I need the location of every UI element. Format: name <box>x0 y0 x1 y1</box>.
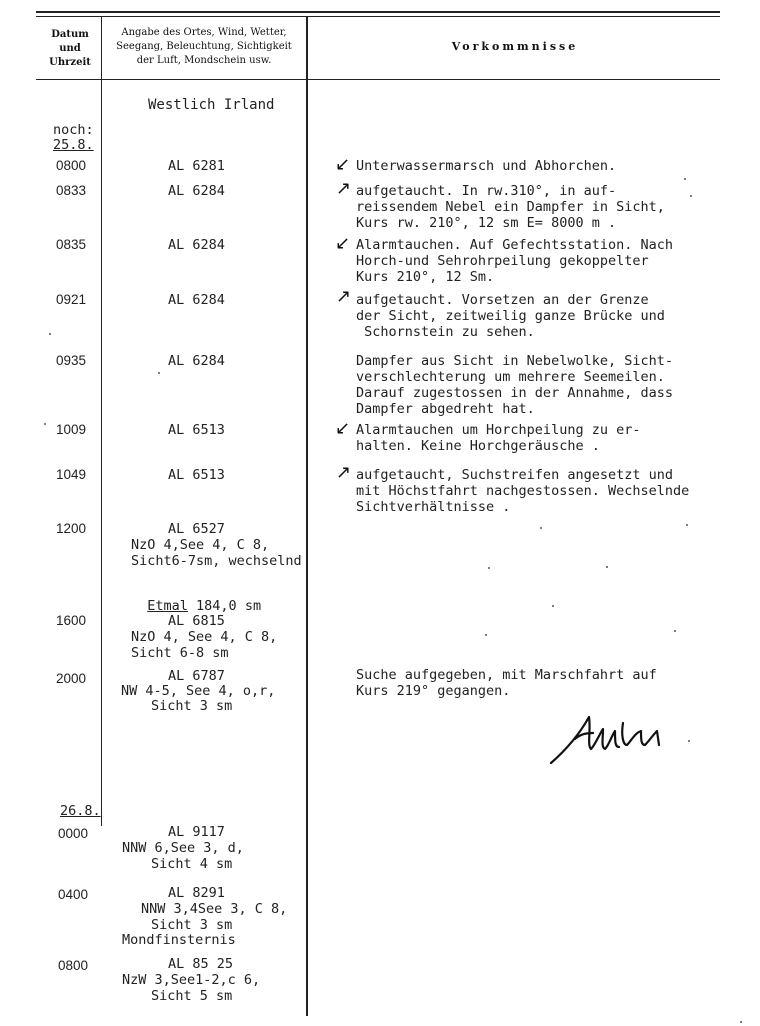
scan-speck <box>158 372 160 374</box>
date-label-26-8: 26.8. <box>60 803 101 819</box>
entry-time: 0833 <box>56 183 87 198</box>
scan-speck <box>540 527 542 529</box>
surface-arrow-icon: ↗ <box>336 178 352 199</box>
entry-event-line: Unterwassermarsch und Abhorchen. <box>356 158 617 174</box>
scan-speck <box>552 605 554 607</box>
scan-speck <box>606 566 608 568</box>
entry-weather-line: NzO 4,See 4, C 8, <box>131 537 270 553</box>
entry-weather-line: Sicht 5 sm <box>151 988 233 1004</box>
entry-time: 0800 <box>56 158 87 173</box>
entry-event-line: Alarmtauchen. Auf Gefechtsstation. Nach <box>356 237 673 253</box>
entry-position: AL 6281 <box>168 158 225 174</box>
entry-event-line: Schornstein zu sehen. <box>356 324 535 340</box>
entry-time: 1009 <box>56 422 87 437</box>
header-location-weather: Angabe des Ortes, Wind, Wetter, Seegang, Beleuchtung, Sichtigkeit der Luft, Mondschein usw. <box>116 27 292 66</box>
header-date-time: Datum und Uhrzeit <box>49 29 91 68</box>
entry-event-line: Sichtverhältnisse . <box>356 499 511 515</box>
entry-event-line: halten. Keine Horchgeräusche . <box>356 438 600 454</box>
entry-time: 0921 <box>56 292 87 307</box>
scan-speck <box>488 567 490 569</box>
entry-event-line: reissendem Nebel ein Dampfer in Sicht, <box>356 199 665 215</box>
scan-speck <box>688 740 690 742</box>
entry-position: AL 6513 <box>168 422 225 438</box>
entry-event-line: aufgetaucht. In rw.310°, in auf- <box>356 183 617 199</box>
header-bottom-rule <box>36 79 720 80</box>
entry-weather-line: Sicht 3 sm <box>151 698 233 714</box>
date-label-25-8: 25.8. <box>53 137 94 153</box>
entry-position: AL 85 25 <box>168 956 234 972</box>
entry-event-line: Kurs 210°, 12 Sm. <box>356 269 495 285</box>
entry-event-line: Darauf zugestossen in der Annahme, dass <box>356 385 673 401</box>
entry-event-line: aufgetaucht. Vorsetzen an der Grenze <box>356 292 649 308</box>
column-divider-2 <box>306 16 308 1016</box>
scan-speck <box>485 634 487 636</box>
scan-speck <box>740 1021 742 1023</box>
entry-weather-line: NNW 3,4See 3, C 8, <box>141 901 288 917</box>
entry-position: AL 6815 <box>168 613 225 629</box>
scan-speck <box>690 195 692 197</box>
entry-weather-line: Sicht 3 sm <box>151 917 233 933</box>
entry-weather-line: Sicht6-7sm, wechselnd <box>131 553 302 569</box>
entry-time: 1600 <box>56 613 87 628</box>
entry-weather-line: Mondfinsternis <box>122 932 236 948</box>
entry-event-line: Dampfer abgedreht hat. <box>356 401 535 417</box>
entry-weather-line: NzW 3,See1-2,c 6, <box>122 972 261 988</box>
scan-speck <box>684 178 686 180</box>
entry-time: 0800 <box>58 958 89 973</box>
entry-position: AL 6284 <box>168 292 225 308</box>
header-events: Vorkommnisse <box>451 40 579 53</box>
entry-weather-line: Sicht 6-8 sm <box>131 645 229 661</box>
scan-speck <box>49 333 51 335</box>
entry-event-line: Kurs rw. 210°, 12 sm E= 8000 m . <box>356 215 617 231</box>
entry-position: AL 6284 <box>168 353 225 369</box>
etmal-summary <box>131 582 261 614</box>
surface-arrow-icon: ↗ <box>336 462 352 483</box>
dive-arrow-icon: ↙ <box>335 418 351 439</box>
entry-event-line: Kurs 219° gegangen. <box>356 683 511 699</box>
entry-position: AL 6513 <box>168 467 225 483</box>
entry-event-line: der Sicht, zeitweilig ganze Brücke und <box>356 308 665 324</box>
commander-signature <box>545 705 695 770</box>
entry-time: 0935 <box>56 353 87 368</box>
entry-time: 0400 <box>58 887 89 902</box>
scan-speck <box>674 630 676 632</box>
scan-speck <box>686 524 688 526</box>
column-divider-1 <box>101 16 102 826</box>
entry-weather-line: NzO 4, See 4, C 8, <box>131 629 278 645</box>
entry-event-line: verschlechterung um mehrere Seemeilen. <box>356 369 665 385</box>
entry-position: AL 6787 <box>168 668 225 684</box>
surface-arrow-icon: ↗ <box>336 286 352 307</box>
entry-event-line: mit Höchstfahrt nachgestossen. Wechselnde <box>356 483 690 499</box>
etmal-label: Etmal <box>147 598 188 614</box>
entry-time: 0000 <box>58 826 89 841</box>
dive-arrow-icon: ↙ <box>335 154 351 175</box>
etmal-value: 184,0 sm <box>196 598 262 614</box>
entry-position: AL 8291 <box>168 885 225 901</box>
entry-time: 0835 <box>56 237 87 252</box>
entry-position: AL 6284 <box>168 183 225 199</box>
entry-time: 1200 <box>56 521 87 536</box>
dive-arrow-icon: ↙ <box>335 233 351 254</box>
top-rule-thin <box>36 16 720 17</box>
entry-position: AL 6527 <box>168 521 225 537</box>
entry-position: AL 6284 <box>168 237 225 253</box>
entry-weather-line: NW 4-5, See 4, o,r, <box>121 683 276 699</box>
entry-event-line: aufgetaucht, Suchstreifen angesetzt und <box>356 467 673 483</box>
scan-speck <box>44 423 46 425</box>
entry-time: 2000 <box>56 671 87 686</box>
entry-time: 1049 <box>56 467 87 482</box>
top-rule-thick <box>36 11 720 13</box>
entry-weather-line: NNW 6,See 3, d, <box>122 840 244 856</box>
entry-position: AL 9117 <box>168 824 225 840</box>
entry-weather-line: Sicht 4 sm <box>151 856 233 872</box>
date-label-noch: noch: <box>53 122 94 138</box>
entry-event-line: Suche aufgegeben, mit Marschfahrt auf <box>356 667 657 683</box>
entry-event-line: Horch-und Sehrohrpeilung gekoppelter <box>356 253 649 269</box>
location-heading: Westlich Irland <box>148 97 275 113</box>
entry-event-line: Dampfer aus Sicht in Nebelwolke, Sicht- <box>356 353 673 369</box>
entry-event-line: Alarmtauchen um Horchpeilung zu er- <box>356 422 641 438</box>
